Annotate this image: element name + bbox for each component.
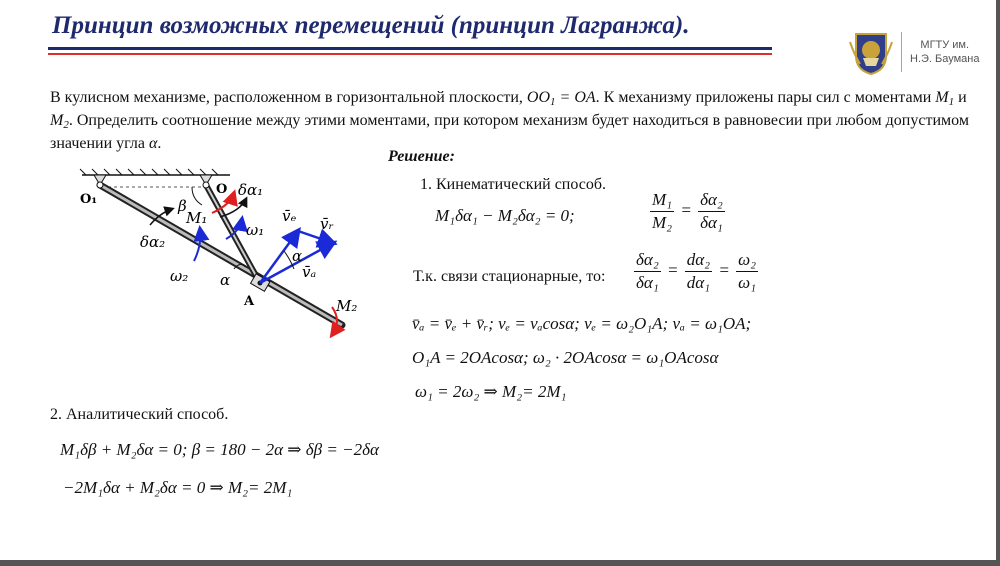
title-rule-red <box>48 53 772 55</box>
problem-text-3: и <box>954 89 967 106</box>
label-va: v̄ₐ <box>302 263 317 281</box>
equation-analytic-1: M₁δβ + M₂δα = 0; β = 180 − 2α ⇒ δβ = −2δα <box>60 440 379 459</box>
slide-title: Принцип возможных перемещений (принцип Лагранжа). <box>52 12 690 39</box>
problem-statement <box>50 86 970 155</box>
analytic-method-label: 2. Аналитический способ. <box>50 406 229 423</box>
math-m2: $M_2$ <box>50 112 69 131</box>
problem-text-2: . К механизму приложены пары сил с моментами <box>595 89 936 106</box>
label-dalpha1: δα₁ <box>238 181 264 199</box>
frac-st2: $\frac{\text{dα₂}}{\text{dα₁}}$ <box>686 250 711 292</box>
equation-moment-ratio: $\frac{\text{M₁}}{\text{M₂}}$ = $\frac{\text{δα₂}}{\text{δα₁}}$ <box>652 190 723 232</box>
label-dalpha2: δα₂ <box>140 233 166 251</box>
label-alpha-low: α <box>220 271 231 289</box>
label-m1: M₁ <box>186 209 208 227</box>
logo-line1: МГТУ им. <box>920 39 970 51</box>
math-alpha: α <box>149 135 158 152</box>
label-o: O <box>216 182 228 197</box>
title-rule-blue <box>48 47 772 50</box>
label-m2: M₂ <box>336 297 358 315</box>
frac-da2-da1: $\frac{\text{δα₂}}{\text{δα₁}}$ <box>700 190 723 232</box>
frac-m1-m2: $\frac{\text{M₁}}{\text{M₂}}$ <box>652 190 673 232</box>
equation-stationary: $\frac{\text{δα₂}}{\text{δα₁}}$ = $\frac{\text{dα₂}}{\text{dα₁}}$ = $\frac{\text{ω₂}}{\text{ω₁}}$ <box>636 250 756 292</box>
logo-divider <box>901 32 902 72</box>
equation-virtual-work: M₁δα₁ − M₂δα₂ = 0; <box>435 206 575 225</box>
equation-velocities: v̄ₐ = v̄ₑ + v̄ᵣ; vₑ = vₐcosα; vₑ = ω₂O₁A; vₐ = ω₁OA; <box>412 314 752 333</box>
stationary-constraints-label: Т.к. связи стационарные, то: <box>413 268 606 285</box>
arc-beta <box>192 187 202 205</box>
label-vr: v̄ᵣ <box>320 215 334 233</box>
university-name <box>910 38 979 66</box>
university-emblem-icon <box>848 28 894 76</box>
mechanism-figure <box>70 165 390 340</box>
problem-text-4: . Определить соотношение между этими моментами, при котором механизм будет находиться в равновесии при любом допустимом значении угла <box>50 112 969 152</box>
label-a: A <box>244 294 255 309</box>
problem-text-5: . <box>157 135 162 152</box>
kinematic-method-label: 1. Кинематический способ. <box>420 176 607 193</box>
math-oo1: $OO_1$ = OA <box>526 89 596 108</box>
equation-analytic-2: −2M₁δα + M₂δα = 0 ⇒ M₂= 2M₁ <box>63 478 293 497</box>
label-o1: O₁ <box>80 192 98 207</box>
label-beta: β <box>178 197 187 215</box>
label-ve: v̄ₑ <box>282 207 297 225</box>
equation-result-kinematic: ω₁ = 2ω₂ ⇒ M₂= 2M₁ <box>415 382 567 401</box>
problem-text-1: В кулисном механизме, расположенном в горизонтальной плоскости, <box>50 89 527 106</box>
label-omega2: ω₂ <box>170 267 189 285</box>
frac-st1: $\frac{\text{δα₂}}{\text{δα₁}}$ <box>636 250 659 292</box>
label-alpha-mid: α <box>292 247 303 265</box>
math-m1: $M_1$ <box>935 89 955 108</box>
solution-heading: Решение: <box>388 148 455 165</box>
label-omega1: ω₁ <box>246 221 265 239</box>
logo-line2: Н.Э. Баумана <box>910 53 980 65</box>
frac-st3: $\frac{\text{ω₂}}{\text{ω₁}}$ <box>738 250 756 292</box>
ground-hatch <box>80 169 218 175</box>
equation-geometry: O₁A = 2OAcosα; ω₂ · 2OAcosα = ω₁OAcosα <box>412 348 719 367</box>
